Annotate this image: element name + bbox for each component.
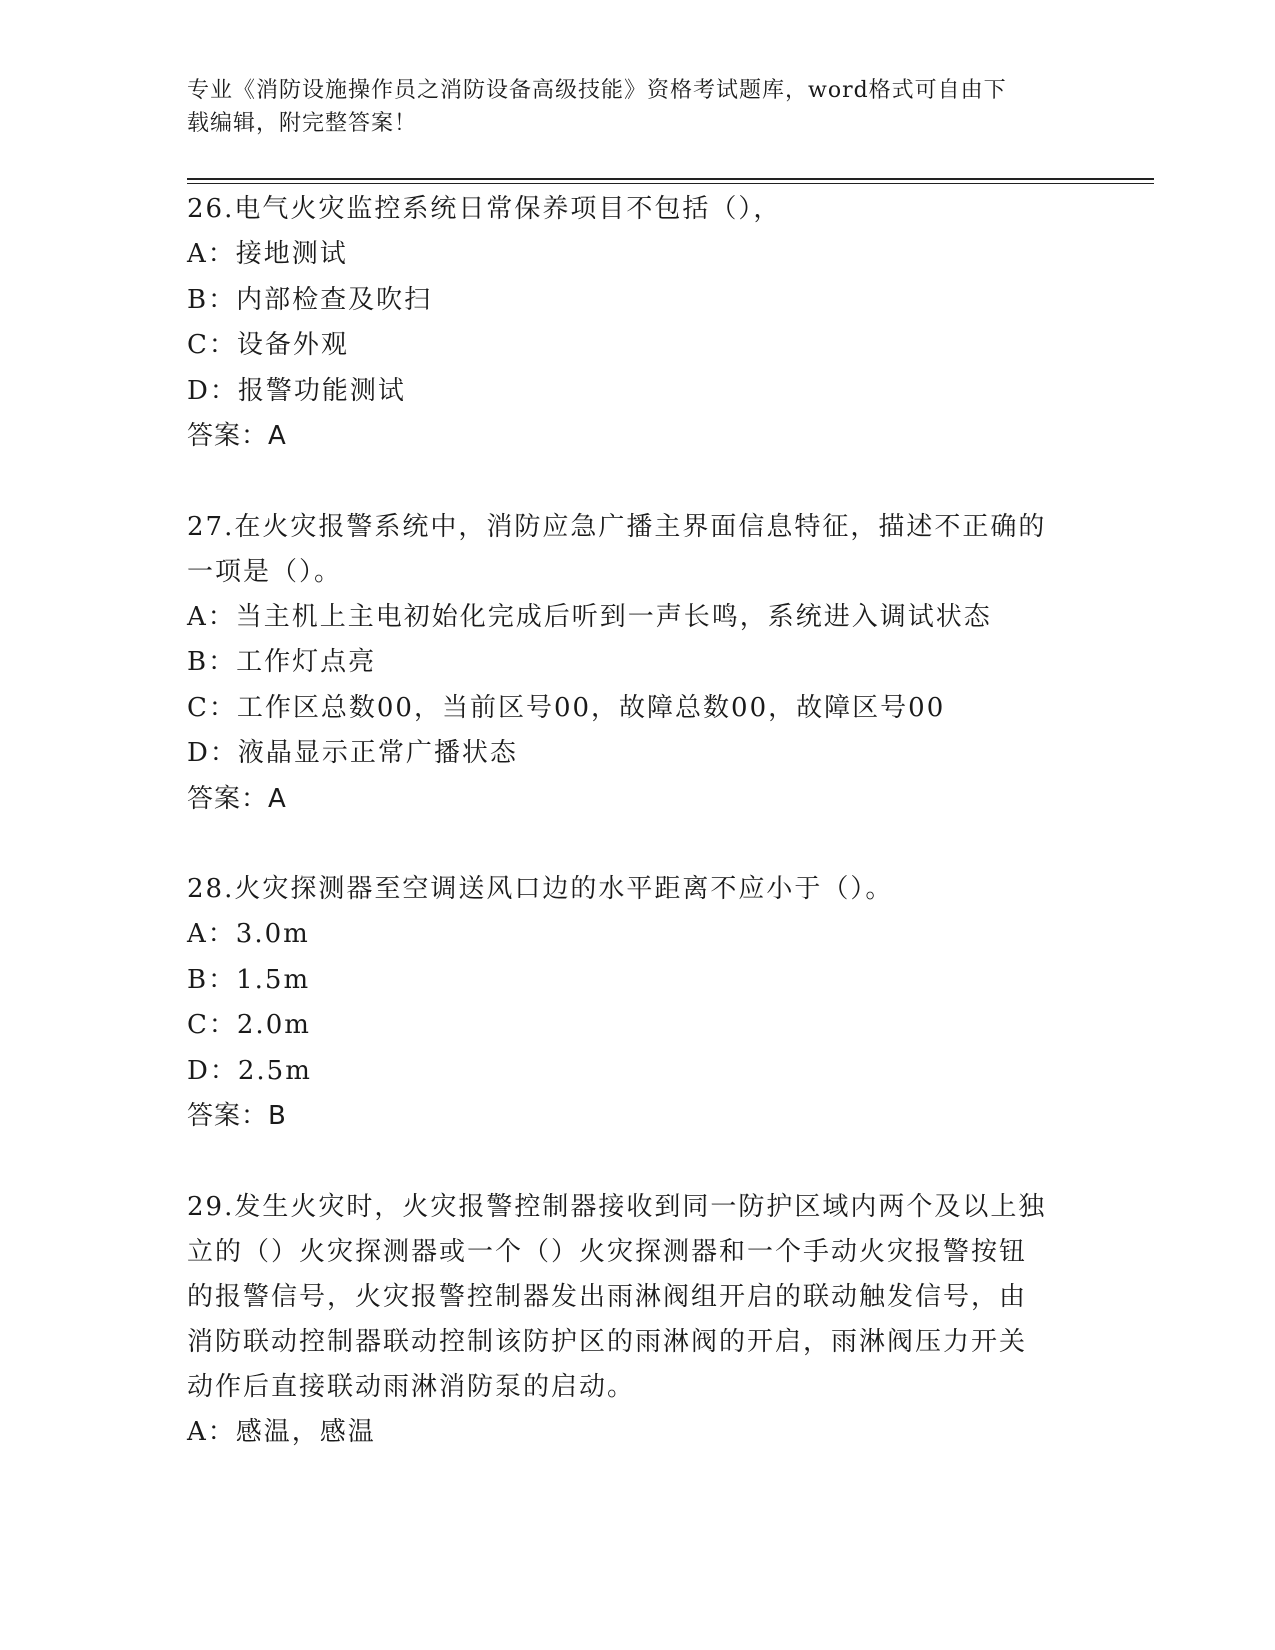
question-spacer [187, 460, 1087, 505]
option-a: A：当主机上主电初始化完成后听到一声长鸣，系统进入调试状态 [187, 601, 992, 632]
option-b: B：内部检查及吹扫 [187, 284, 433, 315]
question-27 [187, 505, 1087, 823]
header-line-1: 专业《消防设施操作员之消防设备高级技能》资格考试题库，word格式可自由下 [187, 78, 1007, 103]
question-title: 28.火灾探测器至空调送风口边的水平距离不应小于（）。 [187, 874, 894, 904]
option-b: B：1.5m [187, 964, 311, 995]
answer: 答案：A [187, 783, 287, 814]
header-line-2: 载编辑，附完整答案！ [187, 111, 418, 136]
question-26 [187, 187, 1087, 460]
answer: 答案：B [187, 1101, 287, 1131]
question-title-continued: 动作后直接联动雨淋消防泵的启动。 [187, 1371, 636, 1402]
option-c: C：设备外观 [187, 330, 349, 360]
question-spacer [187, 1140, 1087, 1185]
option-c: C：2.0m [187, 1010, 311, 1040]
header-divider-thick [187, 178, 1154, 180]
question-title-continued: 一项是（）。 [187, 556, 343, 587]
option-a: A：3.0m [187, 919, 310, 949]
question-list [187, 187, 1087, 1455]
question-title-continued: 立的（）火灾探测器或一个（）火灾探测器和一个手动火灾报警按钮 [187, 1236, 1028, 1267]
answer: 答案：A [187, 421, 287, 451]
question-title: 26.电气火灾监控系统日常保养项目不包括（）， [187, 194, 782, 224]
option-d: D：液晶显示正常广播状态 [187, 738, 518, 768]
document-header [187, 74, 1067, 140]
option-a: A：接地测试 [187, 239, 348, 269]
question-title: 27.在火灾报警系统中，消防应急广播主界面信息特征，描述不正确的 [187, 511, 1047, 542]
option-c: C：工作区总数00，当前区号00，故障总数00，故障区号00 [187, 692, 946, 723]
header-divider-thin [187, 183, 1154, 184]
question-29 [187, 1185, 1087, 1456]
question-28 [187, 867, 1087, 1140]
option-d: D：报警功能测试 [187, 375, 406, 406]
question-title-continued: 的报警信号，火灾报警控制器发出雨淋阀组开启的联动触发信号，由 [187, 1281, 1028, 1312]
option-a: A：感温，感温 [187, 1416, 376, 1447]
question-spacer [187, 822, 1087, 867]
question-title: 29.发生火灾时，火灾报警控制器接收到同一防护区域内两个及以上独 [187, 1191, 1047, 1222]
option-d: D：2.5m [187, 1055, 312, 1086]
option-b: B：工作灯点亮 [187, 647, 377, 677]
question-title-continued: 消防联动控制器联动控制该防护区的雨淋阀的开启，雨淋阀压力开关 [187, 1326, 1028, 1357]
